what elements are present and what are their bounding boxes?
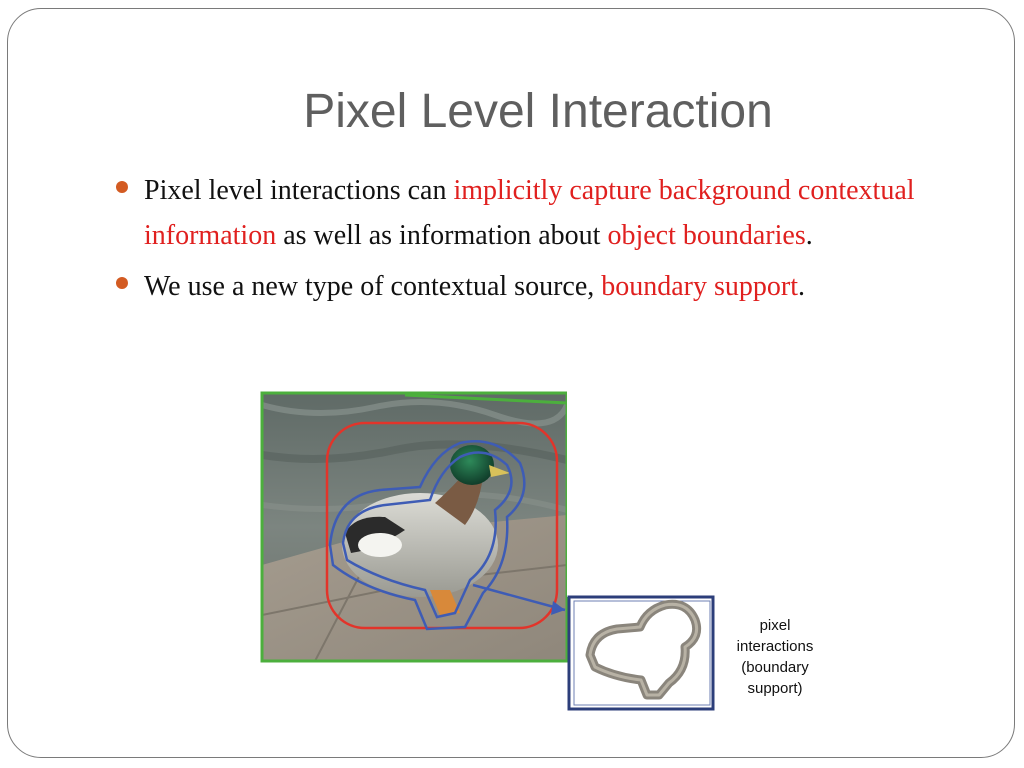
bullet-text: .: [798, 271, 806, 302]
slide-title: Pixel Level Interaction: [303, 85, 773, 138]
highlight-text: implicitly capture background contextual information: [144, 175, 915, 251]
bullet-item: [112, 264, 922, 309]
bullet-marker-icon: [116, 181, 128, 193]
highlight-text: boundary support: [601, 271, 799, 302]
figure-caption-line: support): [747, 680, 803, 697]
bullet-marker-icon: [116, 277, 128, 289]
figure-caption-line: interactions: [736, 638, 814, 655]
duck-figure: [255, 365, 855, 715]
bullet-text: We use a new type of contextual source,: [144, 271, 602, 302]
figure-caption-line: pixel: [759, 617, 791, 634]
duck-photo: [262, 393, 567, 661]
bullet-text: as well as information about: [276, 220, 608, 251]
bullet-list: [112, 168, 922, 315]
bullet-text: Pixel level interactions can: [144, 175, 454, 206]
bullet-item: [112, 168, 922, 258]
boundary-support-inset: [569, 597, 713, 709]
figure-caption-line: (boundary: [741, 659, 809, 676]
highlight-text: object boundaries: [607, 220, 806, 251]
bullet-text: .: [805, 220, 813, 251]
